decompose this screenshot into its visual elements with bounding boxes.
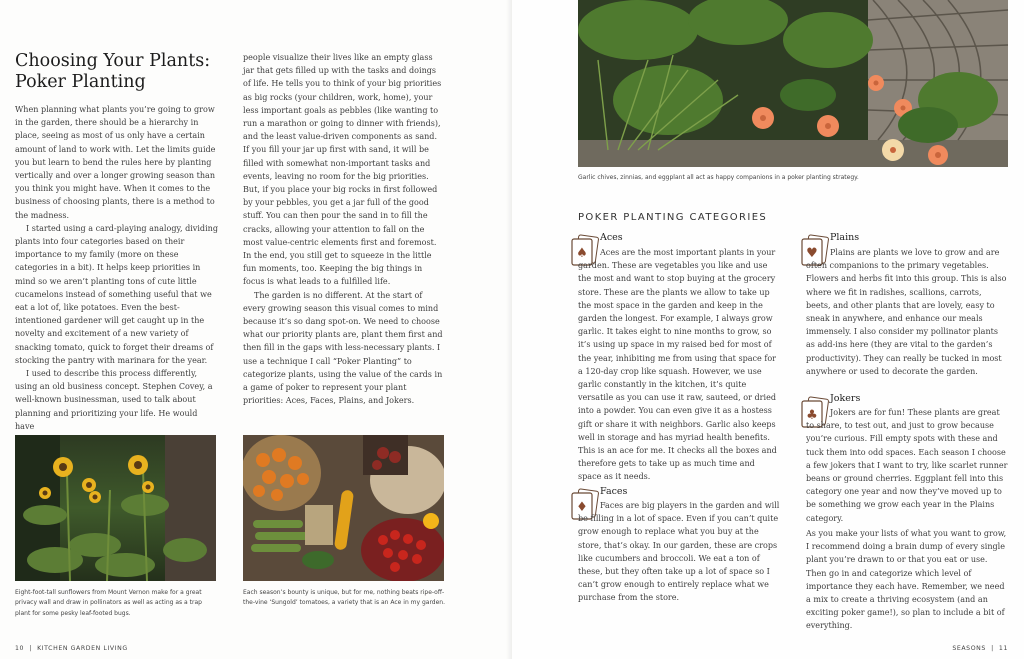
title-line-2: Poker Planting <box>15 72 146 92</box>
garden-caption: Garlic chives, zinnias, and eggplant all act as happy companions in a poker planting strategy. <box>578 174 859 181</box>
page-number: 10 <box>15 645 25 652</box>
closing-paragraph: As you make your lists of what you want to grow, I recommend doing a brain dump of every single plant you’re drawn to or that you eat or use. Then go in and categorize which level of importance they each have. Remember, we need a mix to create a thriving ecosystem (and an exciting poker game!), so plan to include a bit of everything. <box>806 529 1007 631</box>
suit-glyph: ♣ <box>806 408 818 423</box>
sunflower-caption: Eight-foot-tall sunflowers from Mount Vernon make for a great privacy wall and draw in pollinators as well as acting as a trap plant for some pesky leaf-footed bugs. <box>15 589 202 617</box>
category-plains-text: Plains are plants we love to grow and are often companions to the primary vegetables. Flowers and herbs fit into this group. This is also where we fit in radishes, scallions, carrots, beets, and other plants that are lovely, easy to sneak in anywhere, and enhance our meals immensely. I also consider my pollinator plants as add-ins here (they are vital to the garden’s productivity). They can really be tucked in most anywhere or used to decorate the garden. <box>806 248 1007 376</box>
harvest-photo <box>243 435 444 581</box>
sunflower-photo <box>15 435 216 581</box>
category-title: Jokers <box>830 393 861 404</box>
paragraph: I started using a card-playing analogy, dividing plants into four categories based on their importance to my family (more on these categories in a bit). It helps keep priorities in mind so we aren’t planting tons of cute little cucamelons instead of something useful that we eat a lot of, like potatoes. Even the best-intentioned gardener will get caught up in the novelty and excitement of a new variety of snacking tomato, quick to forget their dreams of stocking the pantry with marinara for the year. <box>15 223 218 365</box>
category-title: Faces <box>600 486 628 497</box>
category-faces <box>600 486 780 498</box>
category-aces-text: Aces are the most important plants in your garden. These are vegetables you like and use the most and want to stop buying at the grocery store. These are the plants we allow to take up the most space in the garden and keep in the garden the longest. For example, I always grow garlic. It takes eight to nine months to grow, so it’s using up space in my raised bed for most of the year, inhibiting me from using that space for a 120-day crop like squash. However, we use garlic constantly in the kitchen, it’s quite versatile as you can use it raw, sauteed, or dried into a powder. You can even give it as a hostess gift or share it with neighbors. Garlic also keeps well in storage and has myriad health benefits. This is an ace for me. It checks all the boxes and therefore gets to take up as much time and space as it needs. <box>578 248 777 482</box>
section-title: SEASONS <box>952 645 986 652</box>
sunflower-photo-illustration <box>15 435 216 581</box>
left-folio <box>15 645 128 652</box>
category-jokers-text: Jokers are for fun! These plants are great to share, to test out, and just to grow because you’re curious. Fill empty spots with these and tuck them into odd spaces. Each season I choose a few jokers that I want to try, like scarlet runner beans or ground cherries. Eggplant fell into this category one year and now they’ve moved up to be something we grow each year in the Plains category. <box>806 408 1008 523</box>
category-jokers <box>830 393 1010 405</box>
section-heading: POKER PLANTING CATEGORIES <box>578 212 768 223</box>
garden-photo <box>578 0 1008 167</box>
category-faces-text: Faces are big players in the garden and will be filling in a lot of space. Even if you can’t quite grow enough to replace what you buy at the store, that’s okay. In our garden, these are crops like cucumbers and broccoli. We eat a ton of these, but they often take up a lot of space so I can’t grow enough to entirely replace what we purchase from the store. <box>578 501 780 603</box>
suit-glyph: ♥ <box>806 246 818 261</box>
right-folio <box>952 645 1008 652</box>
paragraph: When planning what plants you’re going to grow in the garden, there should be a hierarchy in place, seeing as most of us only have a certain amount of land to work with. Let the limits guide you but learn to bend the rules here by planting vertically and over a longer growing season than you think you might have. When it comes to the business of choosing plants, there is a method to the madness. <box>15 105 216 220</box>
category-aces <box>600 232 780 244</box>
paragraph: I used to describe this process differently, using an old business concept. Stephen Covey, a well-known businessman, used to talk about planning and prioritizing your life. He would have <box>15 369 213 431</box>
page-number: 11 <box>998 645 1008 652</box>
paragraph: people visualize their lives like an empty glass jar that gets filled up with the tasks and doings of life. He tells you to think of your big priorities as big rocks (your children, work, home), your less important goals as pebbles (like wanting to run a marathon or going to dinner with friends), and the least value-driven components as sand. If you fill your jar up first with sand, it will be filled with somewhat non-important tasks and events, leaving no room for the big priorities. But, if you place your big rocks in first followed by your pebbles, you get a jar full of the good stuff. You can then pour the sand in to fill the cracks, allowing your attention to fall on the most value-centric elements first and foremost. In the end, you still get to squeeze in the little fun moments, too. Keeping the big things in focus is what leads to a fulfilled life. <box>243 53 442 287</box>
title-line-1: Choosing Your Plants: <box>15 51 211 71</box>
harvest-photo-illustration <box>243 435 444 581</box>
paragraph: The garden is no different. At the start of every growing season this visual comes to mind because it’s so dang spot-on. We need to choose what our priority plants are, plant them first and then fill in the gaps with less-necessary plants. I use a technique I call “Poker Planting” to categorize plants, using the value of the cards in a game of poker to represent your plant priorities: Aces, Faces, Plains, and Jokers. <box>243 290 443 406</box>
suit-glyph: ♠ <box>576 246 588 261</box>
category-title: Aces <box>600 232 623 243</box>
harvest-caption: Each season’s bounty is unique, but for me, nothing beats ripe-off-the-vine ‘Sungold’ tomatoes, a variety that is an Ace in my garden. <box>243 589 446 607</box>
text-column-2 <box>243 51 445 407</box>
suit-glyph: ♦ <box>576 500 588 515</box>
folio-divider: | <box>26 645 35 652</box>
folio-divider: | <box>988 645 997 652</box>
category-plains <box>830 232 1010 244</box>
right-page <box>512 0 1024 659</box>
book-title: KITCHEN GARDEN LIVING <box>37 645 128 652</box>
text-column-1 <box>15 103 218 433</box>
garden-photo-illustration <box>578 0 1008 167</box>
category-title: Plains <box>830 232 860 243</box>
page-title <box>15 51 230 93</box>
